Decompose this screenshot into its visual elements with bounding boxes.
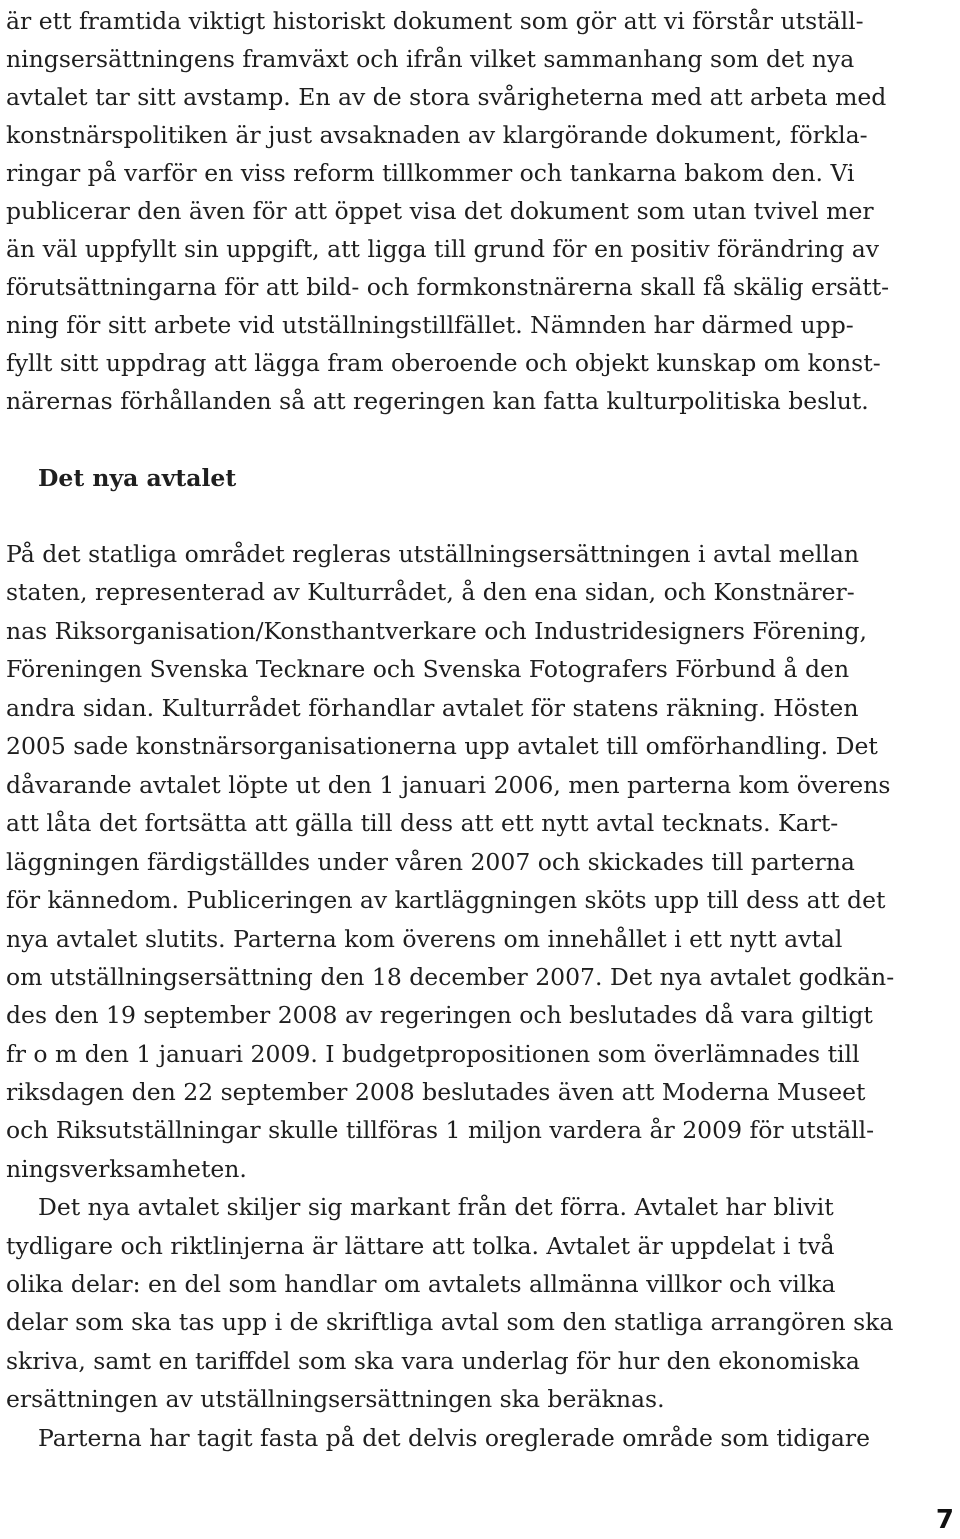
text-line: riksdagen den 22 september 2008 beslutades även att Moderna Museet — [6, 1078, 866, 1106]
text-line: konstnärspolitiken är just avsaknaden av klargörande dokument, förkla- — [6, 121, 868, 149]
text-line: nya avtalet slutits. Parterna kom överens om innehållet i ett nytt avtal — [6, 925, 843, 953]
text-line: avtalet tar sitt avstamp. En av de stora svårigheterna med att arbeta med — [6, 83, 887, 111]
text-line: delar som ska tas upp i de skriftliga avtal som den statliga arrangören ska — [6, 1308, 894, 1336]
text-line: läggningen färdigställdes under våren 2007 och skickades till parterna — [6, 848, 855, 876]
text-line: att låta det fortsätta att gälla till dess att ett nytt avtal tecknats. Kart- — [6, 809, 839, 837]
text-line: nas Riksorganisation/Konsthantverkare och Industridesigners Förening, — [6, 617, 867, 645]
text-line: och Riksutställningar skulle tillföras 1 miljon vardera år 2009 för utställ- — [6, 1116, 875, 1144]
text-line: Föreningen Svenska Tecknare och Svenska Fotografers Förbund å den — [6, 655, 850, 683]
text-line: ersättningen av utställningsersättningen ska beräknas. — [6, 1385, 665, 1413]
text-line: Det nya avtalet skiljer sig markant från det förra. Avtalet har blivit — [38, 1193, 834, 1221]
text-line: publicerar den även för att öppet visa det dokument som utan tvivel mer — [6, 197, 874, 225]
text-line: Parterna har tagit fasta på det delvis oreglerade område som tidigare — [38, 1424, 871, 1452]
text-line: ning för sitt arbete vid utställningstillfället. Nämnden har därmed upp- — [6, 311, 854, 339]
text-line: ningsersättningens framväxt och ifrån vilket sammanhang som det nya — [6, 45, 855, 73]
text-line: om utställningsersättning den 18 december 2007. Det nya avtalet godkän- — [6, 963, 895, 991]
text-line: staten, representerad av Kulturrådet, å den ena sidan, och Konstnärer- — [6, 578, 855, 606]
text-line: än väl uppfyllt sin uppgift, att ligga till grund för en positiv förändring av — [6, 235, 880, 263]
page-number: 7 — [935, 1505, 954, 1535]
text-line: ringar på varför en viss reform tillkommer och tankarna bakom den. Vi — [6, 159, 855, 187]
text-line: På det statliga området regleras utställningsersättningen i avtal mellan — [6, 540, 860, 568]
text-line: fyllt sitt uppdrag att lägga fram oberoende och objekt kunskap om konst- — [6, 349, 881, 377]
text-line: förutsättningarna för att bild- och formkonstnärerna skall få skälig ersätt- — [6, 273, 890, 301]
text-line: tydligare och riktlinjerna är lättare att tolka. Avtalet är uppdelat i två — [6, 1232, 835, 1260]
text-line: skriva, samt en tariffdel som ska vara underlag för hur den ekonomiska — [6, 1347, 860, 1375]
text-line: dåvarande avtalet löpte ut den 1 januari 2006, men parterna kom överens — [6, 771, 891, 799]
section-heading: Det nya avtalet — [38, 464, 237, 492]
text-line: närernas förhållanden så att regeringen kan fatta kulturpolitiska beslut. — [6, 387, 869, 415]
text-line: är ett framtida viktigt historiskt dokument som gör att vi förstår utställ- — [6, 7, 864, 35]
text-line: fr o m den 1 januari 2009. I budgetpropositionen som överlämnades till — [6, 1040, 860, 1068]
text-line: olika delar: en del som handlar om avtalets allmänna villkor och vilka — [6, 1270, 836, 1298]
text-line: andra sidan. Kulturrådet förhandlar avtalet för statens räkning. Hösten — [6, 694, 859, 722]
text-line: för kännedom. Publiceringen av kartläggningen sköts upp till dess att det — [6, 886, 886, 914]
text-line: ningsverksamheten. — [6, 1155, 247, 1183]
text-line: 2005 sade konstnärsorganisationerna upp avtalet till omförhandling. Det — [6, 732, 878, 760]
text-line: des den 19 september 2008 av regeringen och beslutades då vara giltigt — [6, 1001, 873, 1029]
